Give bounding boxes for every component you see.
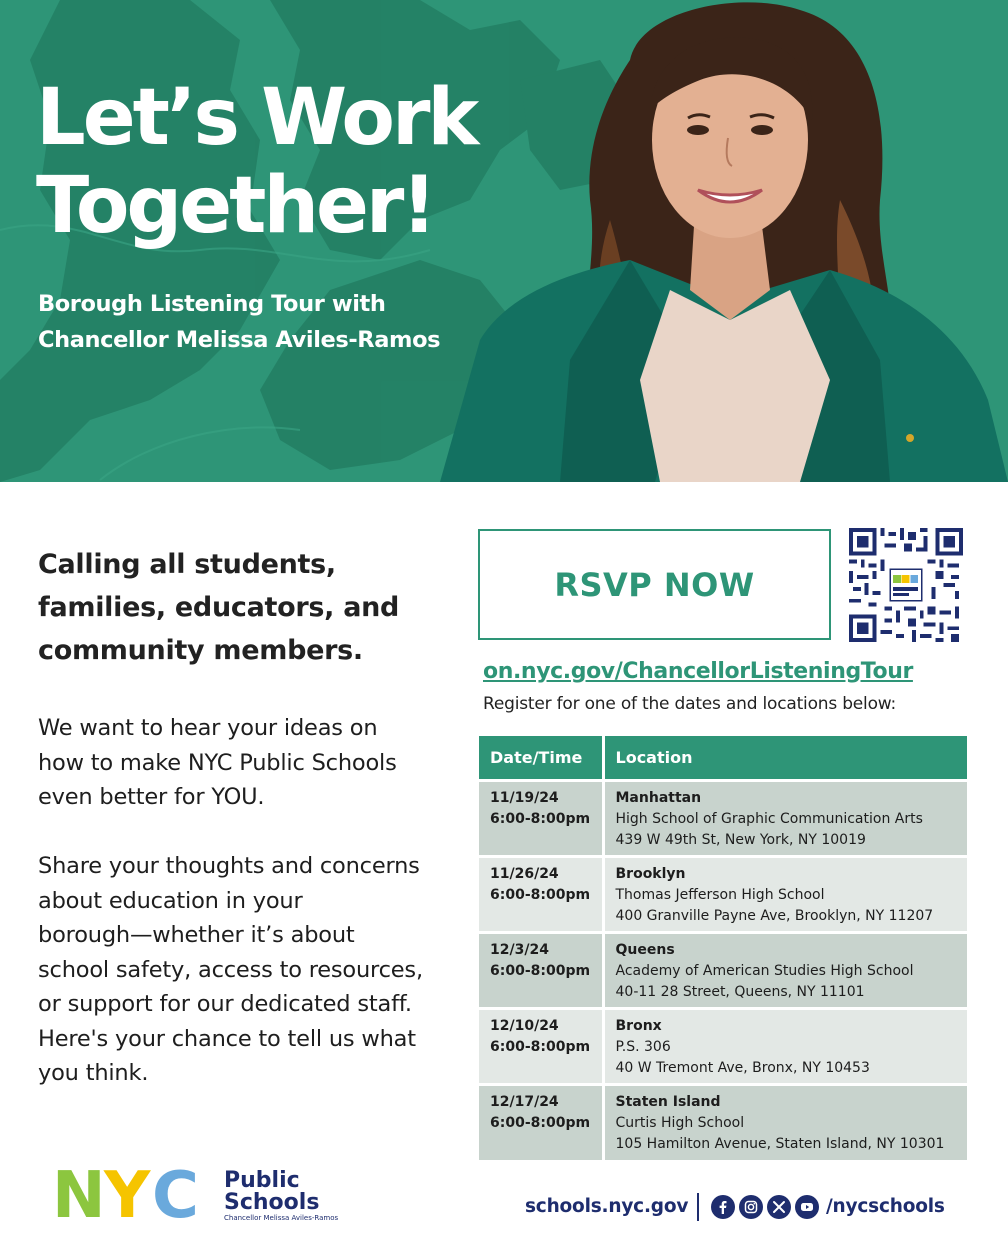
table-row	[479, 1008, 967, 1084]
date-time-cell	[479, 1084, 603, 1160]
table-row	[479, 932, 967, 1008]
location-cell	[603, 856, 967, 932]
svg-text:N: N	[52, 1163, 100, 1223]
event-time: 6:00-8:00pm	[490, 886, 591, 903]
intro-headline	[38, 543, 458, 672]
date-time-cell	[479, 932, 603, 1008]
hero-title	[36, 74, 476, 250]
event-time: 6:00-8:00pm	[490, 962, 591, 979]
borough-name: Brooklyn	[615, 865, 686, 882]
table-row	[479, 856, 967, 932]
borough-name: Manhattan	[615, 789, 702, 806]
event-date: 12/3/24	[490, 941, 549, 958]
facebook-icon[interactable]	[711, 1195, 735, 1219]
event-date: 12/10/24	[490, 1017, 559, 1034]
svg-text:Y: Y	[104, 1163, 145, 1223]
location-cell	[603, 1008, 967, 1084]
header-date-time: Date/Time	[479, 736, 603, 780]
hero-title-line-2: Together!	[36, 161, 434, 251]
hero-subtitle-line-2: Chancellor Melissa Aviles-Ramos	[38, 327, 441, 353]
intro-paragraph-1	[38, 711, 458, 815]
para2-line-6: Here's your chance to tell us what	[38, 1025, 416, 1052]
school-name: P.S. 306	[615, 1038, 671, 1055]
hero-title-line-1: Let’s Work	[36, 73, 477, 163]
instagram-icon[interactable]	[739, 1195, 763, 1219]
school-name: Thomas Jefferson High School	[615, 886, 825, 903]
school-address: 40-11 28 Street, Queens, NY 11101	[615, 983, 865, 1000]
location-cell	[603, 932, 967, 1008]
x-icon[interactable]	[767, 1195, 791, 1219]
event-time: 6:00-8:00pm	[490, 1114, 591, 1131]
para2-line-3: borough—whether it’s about	[38, 922, 355, 948]
location-cell	[603, 780, 967, 856]
event-date: 11/19/24	[490, 789, 559, 806]
borough-name: Staten Island	[615, 1093, 721, 1110]
logo-tagline-text: Chancellor Melissa Aviles-Ramos	[224, 1214, 339, 1222]
date-time-cell	[479, 856, 603, 932]
headline-line-3: community members.	[38, 635, 363, 666]
register-note: Register for one of the dates and locations below:	[483, 694, 897, 714]
school-address: 40 W Tremont Ave, Bronx, NY 10453	[615, 1059, 870, 1076]
school-address: 439 W 49th St, New York, NY 10019	[615, 831, 866, 848]
rsvp-button[interactable]: RSVP NOW	[478, 529, 831, 640]
svg-text:C: C	[152, 1163, 193, 1223]
header-location: Location	[603, 736, 967, 780]
para2-line-1: Share your thoughts and concerns	[38, 853, 420, 879]
date-time-cell	[479, 780, 603, 856]
intro-paragraph-2	[38, 849, 458, 1091]
para2-line-7: you think.	[38, 1060, 149, 1086]
social-icons	[711, 1195, 819, 1219]
school-address: 105 Hamilton Avenue, Staten Island, NY 10301	[615, 1135, 945, 1152]
event-time: 6:00-8:00pm	[490, 810, 591, 827]
borough-name: Bronx	[615, 1017, 662, 1034]
para1-line-1: We want to hear your ideas on	[38, 715, 378, 741]
school-address: 400 Granville Payne Ave, Brooklyn, NY 11207	[615, 907, 934, 924]
para2-line-4: school safety, access to resources,	[38, 956, 423, 983]
table-row	[479, 1084, 967, 1160]
rsvp-link[interactable]: on.nyc.gov/ChancellorListeningTour	[483, 659, 913, 684]
event-time: 6:00-8:00pm	[490, 1038, 591, 1055]
school-name: High School of Graphic Communication Arts	[615, 810, 923, 827]
borough-name: Queens	[615, 941, 675, 958]
footer-divider	[697, 1193, 699, 1221]
website-link[interactable]: schools.nyc.gov	[525, 1196, 689, 1217]
event-date: 12/17/24	[490, 1093, 559, 1110]
headline-line-1: Calling all students,	[38, 549, 336, 580]
hero-subtitle	[38, 286, 440, 358]
logo-public-text: Public	[224, 1168, 300, 1193]
school-name: Curtis High School	[615, 1114, 745, 1131]
social-handle-link[interactable]: /nycschools	[826, 1196, 945, 1217]
headline-line-2: families, educators, and	[38, 592, 400, 623]
hero-subtitle-line-1: Borough Listening Tour with	[38, 291, 386, 317]
para2-line-5: or support for our dedicated staff.	[38, 991, 412, 1017]
youtube-icon[interactable]	[795, 1195, 819, 1219]
chancellor-portrait	[440, 0, 1008, 482]
location-cell	[603, 1084, 967, 1160]
para1-line-3: even better for YOU.	[38, 784, 265, 810]
tour-schedule-table	[479, 736, 967, 1160]
school-name: Academy of American Studies High School	[615, 962, 914, 979]
logo-schools-text: Schools	[224, 1190, 320, 1215]
nyc-public-schools-logo	[52, 1163, 352, 1223]
table-row	[479, 780, 967, 856]
event-date: 11/26/24	[490, 865, 559, 882]
rsvp-qr-code[interactable]	[849, 528, 963, 642]
date-time-cell	[479, 1008, 603, 1084]
para1-line-2: how to make NYC Public Schools	[38, 749, 397, 776]
para2-line-2: about education in your	[38, 887, 303, 914]
hero-banner	[0, 0, 1008, 482]
table-header-row	[479, 736, 967, 780]
